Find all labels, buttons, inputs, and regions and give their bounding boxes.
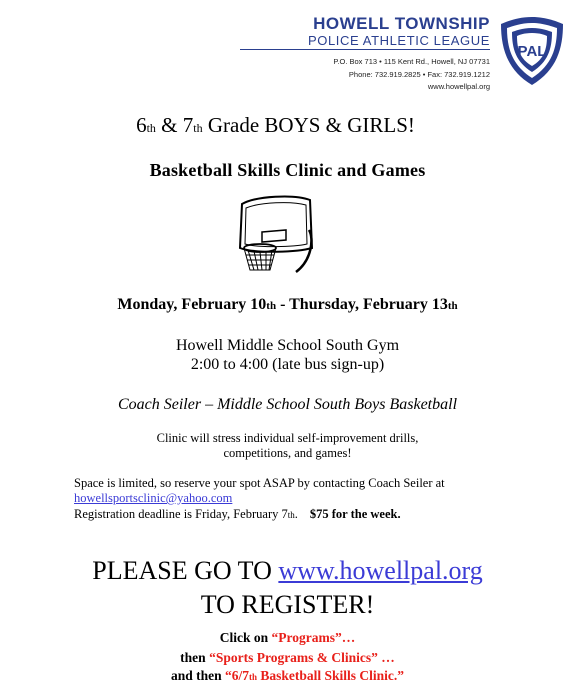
- header-divider: [240, 49, 490, 50]
- org-phone: Phone: 732.919.2825 • Fax: 732.919.1212: [348, 70, 490, 79]
- clinic-description-line-1: Clinic will stress individual self-improvement drills,: [156, 431, 419, 445]
- step-3-prefix: and then: [170, 668, 225, 683]
- deadline-end: .: [294, 507, 298, 521]
- grade-num-1: 6: [136, 113, 147, 137]
- contact-email-link[interactable]: howellsportsclinic@yahoo.com: [74, 491, 233, 505]
- grade-heading: [0, 113, 575, 138]
- logo-lettering: PAL: [517, 43, 547, 60]
- step-2-prefix: then: [180, 650, 210, 665]
- grade-rest: Grade BOYS & GIRLS!: [202, 113, 415, 137]
- instruction-step-3: [0, 668, 575, 684]
- step-1-highlight: “Programs”…: [271, 630, 356, 645]
- price: $75 for the week.: [309, 507, 401, 521]
- step-1-prefix: Click on: [219, 630, 272, 645]
- basketball-hoop-icon: [236, 190, 318, 280]
- date-end-suffix: th: [447, 300, 458, 312]
- step-2-highlight: “Sports Programs & Clinics” …: [209, 650, 395, 665]
- step-3-highlight-b: Basketball Skills Clinic.”: [257, 668, 405, 683]
- registration-deadline: [74, 507, 401, 522]
- date-end: Thursday, February 13: [289, 296, 448, 313]
- clinic-description-line-2: competitions, and games!: [223, 446, 352, 460]
- space-limited-text: Space is limited, so reserve your spot ASAP by contacting Coach Seiler at: [74, 476, 445, 490]
- clinic-time: 2:00 to 4:00 (late bus sign-up): [190, 356, 385, 373]
- deadline-suffix: th: [287, 510, 295, 520]
- org-subtitle: POLICE ATHLETIC LEAGUE: [307, 33, 490, 48]
- clinic-dates: [0, 296, 575, 314]
- org-address: P.O. Box 713 • 115 Kent Rd., Howell, NJ 07731: [333, 57, 490, 66]
- step-3-suffix: th: [248, 672, 257, 682]
- grade-suffix-2: th: [193, 121, 203, 135]
- grade-suffix-1: th: [146, 121, 156, 135]
- grade-amp: &: [155, 113, 183, 137]
- instruction-step-2: [0, 650, 575, 666]
- step-3-highlight-a: “6/7: [224, 668, 249, 683]
- org-website[interactable]: www.howellpal.org: [427, 82, 490, 91]
- date-start: Monday, February 10: [117, 296, 267, 313]
- register-cta-line-2: TO REGISTER!: [200, 590, 375, 619]
- clinic-title: Basketball Skills Clinic and Games: [149, 160, 426, 180]
- grade-num-2: 7: [182, 113, 194, 137]
- register-url-link[interactable]: www.howellpal.org: [278, 556, 483, 585]
- date-start-suffix: th: [266, 300, 277, 312]
- coach-line: Coach Seiler – Middle School South Boys Basketball: [117, 396, 458, 413]
- instruction-step-1: [0, 630, 575, 646]
- cta-text: PLEASE GO TO: [92, 556, 279, 585]
- deadline-text: Registration deadline is Friday, February 7: [74, 507, 288, 521]
- date-separator: -: [276, 296, 290, 313]
- venue: Howell Middle School South Gym: [175, 337, 400, 354]
- register-cta: [0, 556, 575, 586]
- org-name: HOWELL TOWNSHIP: [313, 14, 490, 33]
- pal-shield-logo: [497, 14, 567, 88]
